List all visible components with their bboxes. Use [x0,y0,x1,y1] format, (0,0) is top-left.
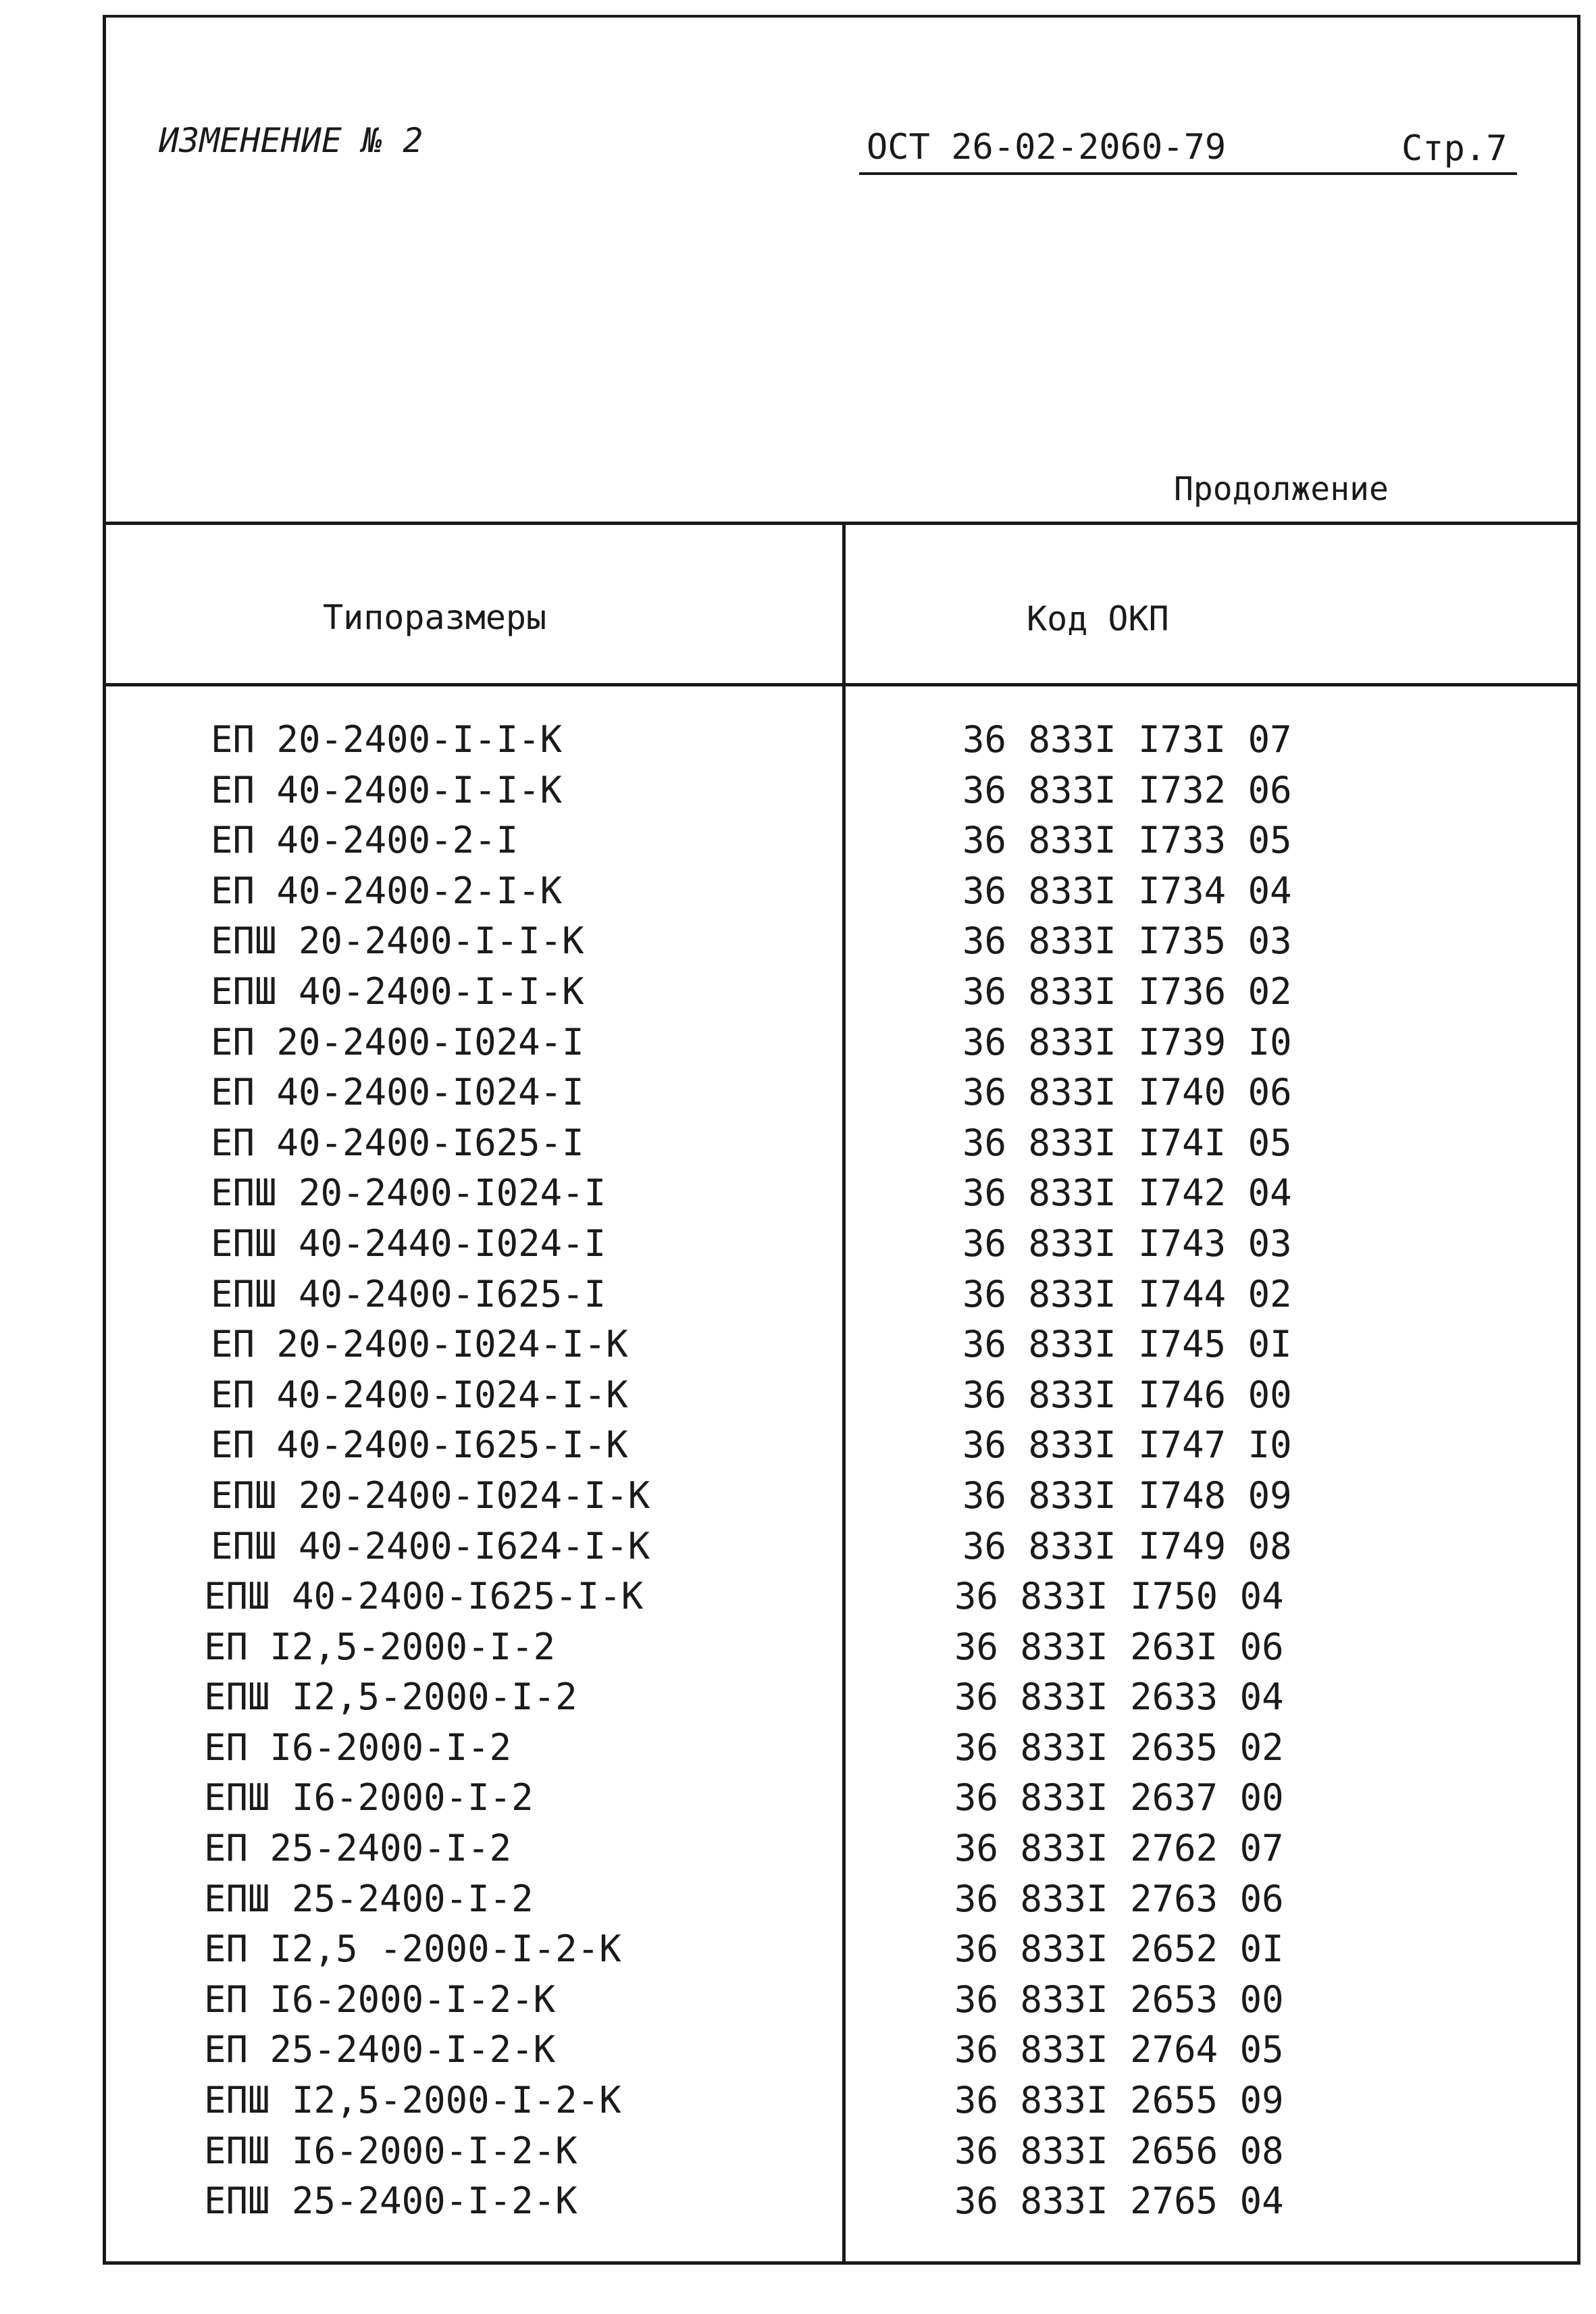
change-label: ИЗМЕНЕНИЕ № 2 [159,121,423,160]
size-cell: ЕПШ I2,5-2000-I-2-К [204,2079,621,2122]
size-cell: ЕПШ 20-2400-I-I-К [211,920,584,963]
size-cell: ЕП 40-2400-2-I [211,819,519,862]
okp-code-cell: 36 833I I748 09 [962,1474,1292,1517]
size-cell: ЕПШ 40-2400-I625-I [211,1272,607,1315]
okp-code-cell: 36 833I 2637 00 [954,1776,1284,1819]
size-cell: ЕП I2,5 -2000-I-2-К [204,1928,621,1971]
okp-code-cell: 36 833I I740 06 [962,1071,1292,1114]
okp-code-cell: 36 833I I736 02 [962,970,1292,1013]
header-divider [103,522,1580,525]
column-header-sizes: Типоразмеры [323,598,547,637]
header-underline [859,172,1517,175]
okp-code-cell: 36 833I I746 00 [962,1373,1292,1416]
okp-code-cell: 36 833I I732 06 [962,768,1292,811]
size-cell: ЕП 25-2400-I-2 [204,1827,512,1870]
okp-code-cell: 36 833I I747 I0 [962,1424,1292,1467]
okp-code-cell: 36 833I I749 08 [962,1524,1292,1567]
size-cell: ЕПШ I6-2000-I-2-К [204,2129,577,2172]
okp-codes-list [954,715,1292,2227]
okp-code-cell: 36 833I 2763 06 [954,1877,1284,1920]
size-cell: ЕПШ 25-2400-I-2 [204,1877,534,1920]
size-cell: ЕПШ I2,5-2000-I-2 [204,1676,577,1719]
okp-code-cell: 36 833I I742 04 [962,1172,1292,1215]
size-cell: ЕПШ 20-2400-I024-I-К [211,1474,650,1517]
okp-code-cell: 36 833I I733 05 [962,819,1292,862]
okp-code-cell: 36 833I 2653 00 [954,1978,1284,2021]
size-cell: ЕП 20-2400-I024-I-К [211,1323,628,1366]
okp-code-cell: 36 833I 2765 04 [954,2180,1284,2223]
okp-code-cell: 36 833I 2764 05 [954,2028,1284,2071]
continuation-label: Продолжение [1174,470,1389,508]
size-cell: ЕПШ 40-2400-I625-I-К [204,1575,644,1618]
okp-code-cell: 36 833I I734 04 [962,869,1292,912]
size-cell: ЕП I6-2000-I-2 [204,1726,512,1769]
size-cell: ЕПШ 40-2400-I624-I-К [211,1524,650,1567]
okp-code-cell: 36 833I I745 0I [962,1323,1292,1366]
okp-code-cell: 36 833I I735 03 [962,920,1292,963]
okp-code-cell: 36 833I 263I 06 [954,1625,1284,1668]
size-cell: ЕПШ 20-2400-I024-I [211,1172,607,1215]
standard-code: ОСТ 26-02-2060-79 [867,127,1227,168]
size-cell: ЕПШ 40-2440-I024-I [211,1222,607,1265]
size-cell: ЕП 40-2400-2-I-К [211,869,563,912]
page-number: Стр.7 [1401,128,1508,169]
okp-code-cell: 36 833I 2656 08 [954,2129,1284,2172]
size-cell: ЕП 40-2400-I024-I-К [211,1373,628,1416]
okp-code-cell: 36 833I I743 03 [962,1222,1292,1265]
okp-code-cell: 36 833I 2652 0I [954,1928,1284,1971]
size-cell: ЕП 20-2400-I024-I [211,1020,584,1063]
size-cell: ЕПШ 25-2400-I-2-К [204,2180,577,2223]
size-cell: ЕПШ 40-2400-I-I-К [211,970,584,1013]
okp-code-cell: 36 833I 2655 09 [954,2079,1284,2122]
okp-code-cell: 36 833I I739 I0 [962,1020,1292,1063]
column-header-divider [103,683,1580,686]
size-cell: ЕП 25-2400-I-2-К [204,2028,556,2071]
size-cell: ЕП I6-2000-I-2-К [204,1978,556,2021]
okp-code-cell: 36 833I I73I 07 [962,718,1292,761]
okp-code-cell: 36 833I I74I 05 [962,1121,1292,1164]
okp-code-cell: 36 833I I744 02 [962,1272,1292,1315]
column-divider [842,524,846,2263]
okp-code-cell: 36 833I 2635 02 [954,1726,1284,1769]
column-header-okp-code: Код ОКП [1027,599,1169,638]
size-cell: ЕП 40-2400-I625-I [211,1121,584,1164]
size-cell: ЕП 40-2400-I024-I [211,1071,584,1114]
size-cell: ЕП 40-2400-I625-I-К [211,1424,628,1467]
okp-code-cell: 36 833I 2762 07 [954,1827,1284,1870]
sizes-list [204,715,650,2227]
okp-code-cell: 36 833I 2633 04 [954,1676,1284,1719]
size-cell: ЕП 20-2400-I-I-К [211,718,563,761]
size-cell: ЕП I2,5-2000-I-2 [204,1625,556,1668]
size-cell: ЕП 40-2400-I-I-К [211,768,563,811]
okp-code-cell: 36 833I I750 04 [954,1575,1284,1618]
size-cell: ЕПШ I6-2000-I-2 [204,1776,534,1819]
